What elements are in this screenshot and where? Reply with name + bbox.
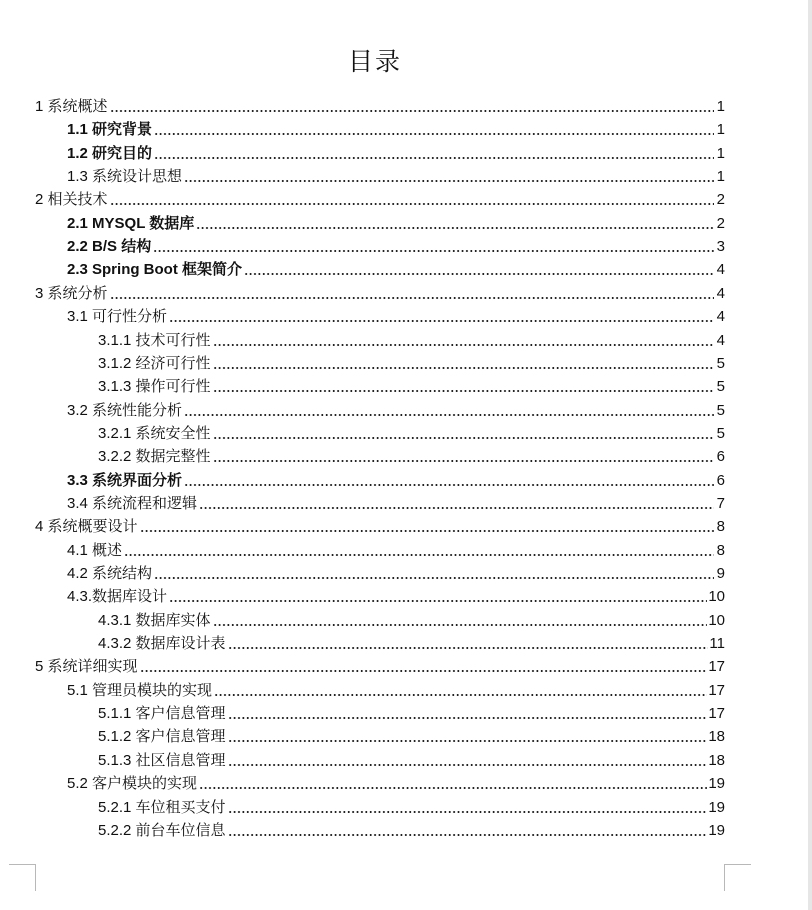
toc-entry-label: 1.3 系统设计思想 <box>67 168 183 186</box>
window-edge <box>808 0 812 910</box>
toc-entry-page-number: 11 <box>709 635 725 653</box>
toc-entry-label: 5.2 客户模块的实现 <box>67 775 198 793</box>
toc-entry-page-number: 4 <box>716 308 725 326</box>
toc-entry-label: 3.3 系统界面分析 <box>67 471 183 489</box>
toc-entry-page-number: 17 <box>708 658 725 676</box>
toc-entry-page-number: 2 <box>716 214 725 232</box>
dot-leader <box>110 296 714 300</box>
toc-entry[interactable] <box>67 164 725 187</box>
dot-leader <box>154 132 714 136</box>
toc-entry[interactable] <box>67 211 725 234</box>
toc-entry-label: 4 系统概要设计 <box>35 518 138 536</box>
dot-leader <box>184 179 714 183</box>
toc-entry[interactable] <box>98 795 725 818</box>
toc-entry-page-number: 17 <box>708 681 725 699</box>
toc-entry-page-number: 10 <box>708 611 725 629</box>
toc-entry[interactable] <box>67 468 725 491</box>
toc-entry-label: 5.1.2 客户信息管理 <box>98 728 226 746</box>
toc-entry-page-number: 1 <box>716 121 725 139</box>
toc-entry-label: 4.3.2 数据库设计表 <box>98 635 226 653</box>
toc-entry-label: 2 相关技术 <box>35 191 108 209</box>
dot-leader <box>213 343 714 347</box>
dot-leader <box>140 669 708 673</box>
dot-leader <box>228 810 708 814</box>
toc-entry-page-number: 6 <box>716 448 725 466</box>
toc-entry-label: 3.1 可行性分析 <box>67 308 168 326</box>
dot-leader <box>110 109 714 113</box>
toc-entry-label: 3 系统分析 <box>35 284 108 302</box>
dot-leader <box>124 553 714 557</box>
toc-entry-label: 5.1 管理员模块的实现 <box>67 681 213 699</box>
toc-entry-page-number: 7 <box>716 494 725 512</box>
dot-leader <box>213 459 714 463</box>
toc-entry-label: 5.1.1 客户信息管理 <box>98 705 226 723</box>
toc-entry[interactable] <box>67 141 725 164</box>
toc-entry-label: 3.2 系统性能分析 <box>67 401 183 419</box>
toc-entry-label: 1.1 研究背景 <box>67 121 153 139</box>
toc-entry[interactable] <box>67 678 725 701</box>
toc-entry-page-number: 6 <box>716 471 725 489</box>
dot-leader <box>228 763 708 767</box>
dot-leader <box>213 436 714 440</box>
dot-leader <box>154 156 714 160</box>
toc-entry-page-number: 5 <box>716 401 725 419</box>
dot-leader <box>184 413 714 417</box>
toc-entry[interactable] <box>98 608 725 631</box>
toc-entry-label: 3.1.3 操作可行性 <box>98 378 211 396</box>
toc-entry[interactable] <box>67 257 725 280</box>
toc-entry-page-number: 8 <box>716 541 725 559</box>
dot-leader <box>214 693 707 697</box>
dot-leader <box>110 202 714 206</box>
toc-entry[interactable] <box>98 421 725 444</box>
dot-leader <box>169 319 714 323</box>
dot-leader <box>184 483 714 487</box>
toc-entry-label: 5 系统详细实现 <box>35 658 138 676</box>
toc-entry-label: 3.1.2 经济可行性 <box>98 354 211 372</box>
toc-entry[interactable] <box>67 398 725 421</box>
toc-entry-label: 3.2.1 系统安全性 <box>98 424 211 442</box>
toc-entry-label: 5.2.1 车位租买支付 <box>98 798 226 816</box>
toc-entry-label: 4.3.数据库设计 <box>67 588 168 606</box>
page-corner-mark-left <box>9 864 36 891</box>
toc-entry[interactable] <box>35 654 725 677</box>
toc-entry-page-number: 3 <box>716 238 725 256</box>
toc-entry[interactable] <box>98 748 725 771</box>
toc-entry-page-number: 19 <box>708 798 725 816</box>
toc-title: 目录 <box>347 47 402 76</box>
toc-entry-page-number: 5 <box>716 424 725 442</box>
toc-entry-page-number: 4 <box>716 261 725 279</box>
toc-entry-page-number: 4 <box>716 331 725 349</box>
toc-entry-page-number: 1 <box>716 144 725 162</box>
dot-leader <box>199 786 707 790</box>
toc-entry[interactable] <box>67 771 725 794</box>
toc-entry-page-number: 4 <box>716 284 725 302</box>
toc-entry[interactable] <box>35 514 725 537</box>
toc-entry[interactable] <box>67 491 725 514</box>
toc-entry-label: 2.2 B/S 结构 <box>67 238 152 256</box>
toc-entry-page-number: 18 <box>708 751 725 769</box>
toc-entry[interactable] <box>98 701 725 724</box>
toc-entry[interactable] <box>67 234 725 257</box>
toc-entry-page-number: 8 <box>716 518 725 536</box>
toc-entry[interactable] <box>98 328 725 351</box>
toc-entry-page-number: 5 <box>716 378 725 396</box>
toc-entry-page-number: 17 <box>708 705 725 723</box>
toc-entry-label: 4.3.1 数据库实体 <box>98 611 211 629</box>
toc-entry[interactable] <box>35 94 725 117</box>
toc-entry[interactable] <box>67 584 725 607</box>
dot-leader <box>228 716 708 720</box>
dot-leader <box>196 226 714 230</box>
toc-entry-page-number: 1 <box>716 98 725 115</box>
toc-entry[interactable] <box>98 818 725 841</box>
toc-entry[interactable] <box>35 187 725 210</box>
toc-entry-label: 5.1.3 社区信息管理 <box>98 751 226 769</box>
dot-leader <box>154 576 714 580</box>
toc-entry-label: 2.1 MYSQL 数据库 <box>67 214 195 232</box>
dot-leader <box>213 623 708 627</box>
toc-entry-page-number: 10 <box>708 588 725 606</box>
toc-entry[interactable] <box>98 351 725 374</box>
toc-entry-label: 4.2 系统结构 <box>67 565 153 582</box>
dot-leader <box>244 272 714 276</box>
toc-entry[interactable] <box>67 561 725 584</box>
dot-leader <box>228 646 709 650</box>
dot-leader <box>169 599 707 603</box>
toc-entry-page-number: 18 <box>708 728 725 746</box>
dot-leader <box>228 739 708 743</box>
toc-entry[interactable] <box>35 281 725 304</box>
toc-entry-label: 1.2 研究目的 <box>67 144 153 162</box>
toc-entry-label: 3.4 系统流程和逻辑 <box>67 494 198 512</box>
toc-entry-page-number: 19 <box>708 821 725 839</box>
toc-entry[interactable] <box>67 304 725 327</box>
dot-leader <box>213 366 714 370</box>
toc-entry-page-number: 2 <box>716 191 725 209</box>
toc-entry[interactable] <box>98 444 725 467</box>
dot-leader <box>140 529 714 533</box>
toc-entry-label: 3.2.2 数据完整性 <box>98 448 211 466</box>
toc-entry-page-number: 1 <box>716 168 725 186</box>
dot-leader <box>199 506 714 510</box>
dot-leader <box>213 389 714 393</box>
toc-entry-page-number: 9 <box>716 565 725 582</box>
toc-entry-label: 5.2.2 前台车位信息 <box>98 821 226 839</box>
dot-leader <box>228 833 708 837</box>
toc-entry[interactable] <box>67 538 725 561</box>
toc-entry-page-number: 19 <box>708 775 725 793</box>
toc-entry-label: 3.1.1 技术可行性 <box>98 331 211 349</box>
page-corner-mark-right <box>724 864 751 891</box>
toc-entry[interactable] <box>67 117 725 140</box>
toc-entry-page-number: 5 <box>716 354 725 372</box>
toc-entry[interactable] <box>98 724 725 747</box>
toc-entry-label: 2.3 Spring Boot 框架简介 <box>67 261 243 279</box>
toc-entry-label: 4.1 概述 <box>67 541 123 559</box>
dot-leader <box>153 249 714 253</box>
toc-entry[interactable] <box>98 374 725 397</box>
toc-entry-label: 1 系统概述 <box>35 98 108 115</box>
toc-entry[interactable] <box>98 631 725 654</box>
